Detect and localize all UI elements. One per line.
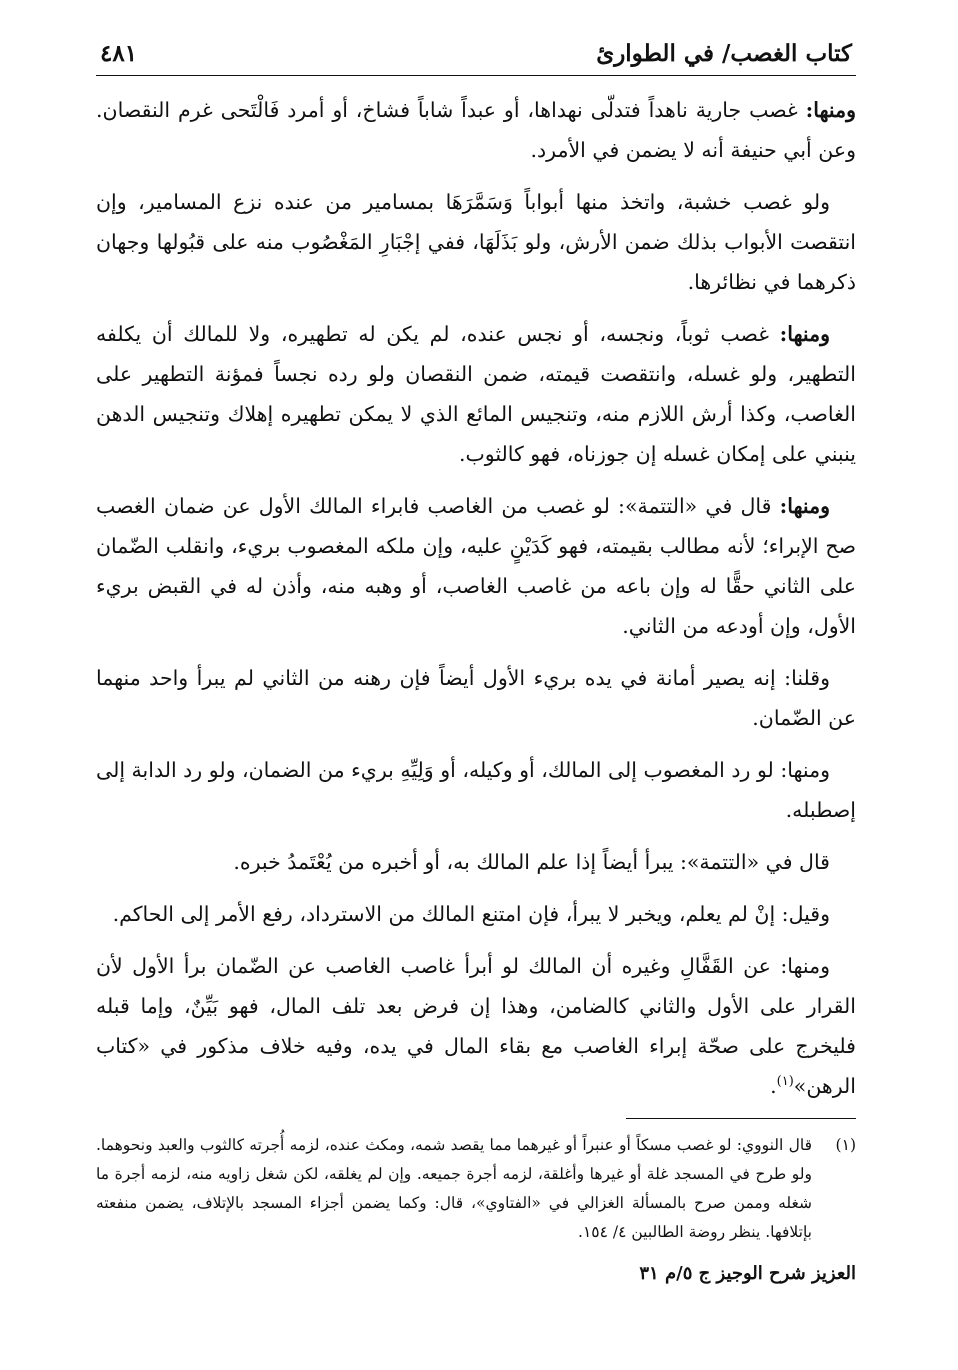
paragraph (96, 182, 856, 302)
paragraph (96, 750, 856, 830)
paragraph-text: غصب جارية ناهداً فتدلّى نهداها، أو عبداً شاباً فشاخ، أو أمرد فَالْتَحى غرم النقصان. وعن أبي حنيفة أنه لا يضمن في الأمرد. (96, 98, 856, 162)
paragraph (96, 486, 856, 646)
footnote-reference[interactable]: (١) (776, 1074, 794, 1090)
main-text (96, 90, 856, 1106)
paragraph-text: ومنها: لو رد المغصوب إلى المالك، أو وكيله، أو وَلِيِّهِ بريء من الضمان، ولو رد الدابة إلى إصطبله. (96, 758, 856, 822)
paragraph (96, 90, 856, 170)
paragraph-text: قال في «التتمة»: لو غصب من الغاصب فابراء المالك الأول عن ضمان الغصب صح الإبراء؛ لأنه مطالب بقيمته، فهو كَدَيْنٍ عليه، وإن ملكه المغصوب بريء، وانقلب الضّمان على الثاني حقًّا له وإن باعه من غاصب الغاصب، أو وهبه منه، وأذن له في القبض بريء الأول، وإن أودعه من الثاني. (96, 494, 856, 638)
paragraph (96, 658, 856, 738)
paragraph-lead: ومنها: (779, 322, 830, 346)
paragraph-text: ومنها: عن القَفَّالِ وغيره أن المالك لو أبرأ غاصب الغاصب عن الضّمان برأ الأول لأن القرار على الأول والثاني كالضامن، وهذا إن فرض بعد تلف المال، فهو بَيِّنٌ، وإما قبله فليخرج على صحّة إبراء الغاصب مع بقاء المال في يده، وفيه خلاف مذكور في «كتاب الرهن» (96, 954, 856, 1098)
paragraph (96, 894, 856, 934)
signature-line: العزيز شرح الوجيز ج ٥/م ٣١ (639, 1263, 856, 1284)
paragraph (96, 314, 856, 474)
page-number: ٤٨١ (100, 40, 138, 67)
paragraph-text: غصب ثوباً، ونجسه، أو نجس عنده، لم يكن له تطهيره، ولا للمالك أن يكلفه التطهير، ولو غسله، وانتقصت قيمته، ضمن النقصان ولو رده نجساً فمؤنة التطهير على الغاصب، وكذا أرش اللازم منه، وتنجيس المائع الذي لا يمكن تطهيره إهلاك وتنجيس الدهن ينبني على إمكان غسله إن جوزناه، فهو كالثوب. (96, 322, 856, 466)
paragraph-lead: ومنها: (779, 494, 830, 518)
footnote (96, 1131, 856, 1247)
paragraph-text: وقيل: إنْ لم يعلم، ويخبر لا يبرأ، فإن امتنع المالك من الاسترداد، رفع الأمر إلى الحاكم. (112, 902, 830, 926)
paragraph-text: وقلنا: إنه يصير أمانة في يده بريء الأول أيضاً فإن رهنه من الثاني لم يبرأ واحد منهما عن الضّمان. (96, 666, 856, 730)
paragraph-text: قال في «التتمة»: يبرأ أيضاً إذا علم المالك به، أو أخبره من يُعْتَمدُ خبره. (233, 850, 830, 874)
footnote-divider (626, 1118, 856, 1119)
paragraph (96, 842, 856, 882)
footnote-text: قال النووي: لو غصب مسكاً أو عنبراً أو غيرهما مما يقصد شمه، ومكث عنده، لزمه أُجرته كالثوب والعبد ونحوهما. ولو طرح في المسجد غلة أو غيرها وأغلقة، لزمه أجرة جميعه. وإن لم يغلقه، لكن شغل زاويه منه، لزمه أجرة ما شغله وممن صرح بالمسألة الغزالي في «الفتاوي»، قال: وكما يضمن أجزاء المسجد بالإتلاف، يضمن منفعته بإتلافها. ينظر روضة الطالبين ٤/ ١٥٤. (96, 1136, 813, 1241)
paragraph-text: ولو غصب خشبة، واتخذ منها أبواباً وَسَمَّرَهَا بمسامير من عنده نزع المسامير، وإن انتقصت الأبواب بذلك ضمن الأرش، ولو بَذَلَهَا، ففي إجْبَارِ المَغْصُوب منه على قبُولها وجهان ذكرهما في نظائرها. (96, 190, 856, 294)
paragraph: ومنها: عن القَفَّالِ وغيره أن المالك لو أبرأ غاصب الغاصب عن الضّمان برأ الأول لأن القرار على الأول والثاني كالضامن، وهذا إن فرض بعد تلف المال، فهو بَيِّنٌ، وإما قبله فليخرج على صحّة إبراء الغاصب مع بقاء المال في يده، وفيه خلاف مذكور في «كتاب الرهن»$^{(١)}$. (96, 954, 856, 1098)
chapter-title: كتاب الغصب/ في الطوارئ (596, 40, 852, 67)
paragraph-lead: ومنها: (805, 98, 856, 122)
running-header (96, 40, 856, 76)
footnote-number: (١) (835, 1136, 856, 1154)
